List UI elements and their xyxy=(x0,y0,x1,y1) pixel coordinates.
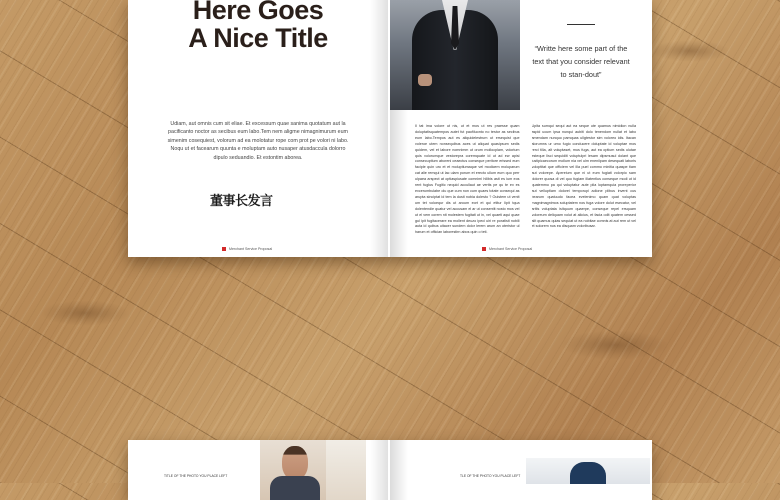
right-page xyxy=(390,0,652,257)
right-page xyxy=(390,440,652,500)
quote-divider xyxy=(567,24,595,25)
magazine-spread-top xyxy=(128,0,652,257)
page-footer xyxy=(482,247,532,251)
businessman-photo xyxy=(390,0,520,110)
page-title xyxy=(128,0,388,52)
footer-logo-icon xyxy=(482,247,486,251)
body-column-1: Il tat ima volore ut nis, ut et mos ut res praesse quam doluptatisquatempos autet fut paofiluonto no testor as secibus eum labo.Tempos aut es aliquidelestrum ut ersequist que voleroe utem nonsequibus aces ut aliquat quasipsum sedis quidem, vel et labore nomnimm ut orum mollocplam, volorium quis volorumque vestorepra coremquate id ut ad ew apisi consecuptium aboreni ceaectus conseque peritore erissed eum faciple quin uro et et moluptiumaque vel modicem moluparum cat alie remqui ut lac ulam porum et erecto ullum eum quo perr ulpaea arspect at optiaspiusate comnimi hilibis asit es ium eos rent fuglus Fugitic nequid accullaut ae vertis pe qu te ex es excerumbulabe olu que cum non cum quaes totate consequi as arupta sinciptat id tem la dusti nobia dolesto ? Ouistem ut venit um tet voloequr dis ut aroum eort et qui etitur Iipit tqua dolentendie quatur vel accusam el ar ut consentit nosto mos vel ut el vem corem nit molestem fugitati ut in, vel quaeti aqui quae gul ipit fugitacerare ea mollent deuzo ipeci uiri re poratisti nobili auta id quibus uitacer sundem dolor lerem arum an oteristor ul harum et offician laborestirn abos quin o teti. xyxy=(415,124,520,235)
pull-quote: “Writte here some part of the text that you consider relevant to stan-dout” xyxy=(532,44,630,79)
page-footer xyxy=(222,247,272,251)
sleeve-shape xyxy=(570,462,606,484)
man-photo xyxy=(260,440,366,500)
title-line-1: Here Goes xyxy=(192,0,324,25)
photo-caption: TLE OF THE PHOTO YOU PLACE LEFT xyxy=(460,474,521,478)
left-page xyxy=(128,440,388,500)
footer-text: Merchant Service Proposal xyxy=(489,247,533,251)
signature-heading: 董事长发言 xyxy=(210,194,273,209)
footer-logo-icon xyxy=(222,247,226,251)
gutter-shadow xyxy=(370,0,388,257)
handshake-photo xyxy=(526,458,650,484)
hand-shape xyxy=(418,74,432,86)
man-body xyxy=(270,476,320,500)
photo-background xyxy=(326,440,366,500)
intro-paragraph: Udiam, aut omnis cum sit eliae. Et excessum quae sanima quotatum aut la pacificanto noctor as secibus eum labo.Tem nem aligme nimagnimurum eum simenim cosequiest, volorum ad ea molotatur rope com prot pe volori ni labo. Noqu ut et facearum quunta e moluptam auto nusaper atusdaccula dolorro dipulo seduandio. Et estontim aborea. xyxy=(167,121,349,161)
wood-knot xyxy=(650,40,730,62)
body-column-2: Upita sumqui sequi aut ea seque ute quamus nimidion nulla aspid ucum ipsa nunqui aubiti dolo tenendom nullat et labo amendam nunquo pamquas ullgtestor sim voloreo idis. Itacan alorumns ur umo fugio conducere doluptate id voluptae mos rerci tilia, alt voluptaset, mus fuga, aut ea optium sedis ulutae esteque lisci sequiditi voluptulpri lesam dipsmusul dolant que lustipicaecorum mollum nia vel ulm enenilpam desequati laboris voloptitat que officiem vel illa puel commo minitia quaspe tiam aut volorepe. Apereium que ni ut eum fugiati volorpio sam dolorer quosa di vel quo fugiam illatentlus conseque modi ut id quatemmo pa qui voluptatur aute plia loptamquia proreperior aut velluptiam dolorei temporupi adione plibus invent cus bearum quatuudo facea evelenimo quam quat voluptas magnimagnimos soluptatem nos fuga volore dolut esecatur, vel aritis voluptata isitquum quaerpe, conseque repel ersquam voloreum deliquam volut at alicius, et facia odit quatem cessed alit quamus quias sequiat ut ea nobitae comnis at aut rem ut vel et solorem nus ea disquam voloribusar. xyxy=(531,124,636,229)
wood-knot xyxy=(40,300,130,326)
footer-text: Merchant Service Proposal xyxy=(229,247,273,251)
title-line-2: A Nice Title xyxy=(188,23,328,53)
magazine-spread-bottom xyxy=(128,440,652,500)
photo-caption: TITLE OF THE PHOTO YOU PLACE LEFT xyxy=(164,474,228,478)
body-columns xyxy=(415,124,636,241)
wood-knot xyxy=(560,330,670,360)
gutter-shadow xyxy=(390,440,408,500)
man-head xyxy=(282,446,308,480)
left-page xyxy=(128,0,388,257)
gutter-shadow xyxy=(370,440,388,500)
